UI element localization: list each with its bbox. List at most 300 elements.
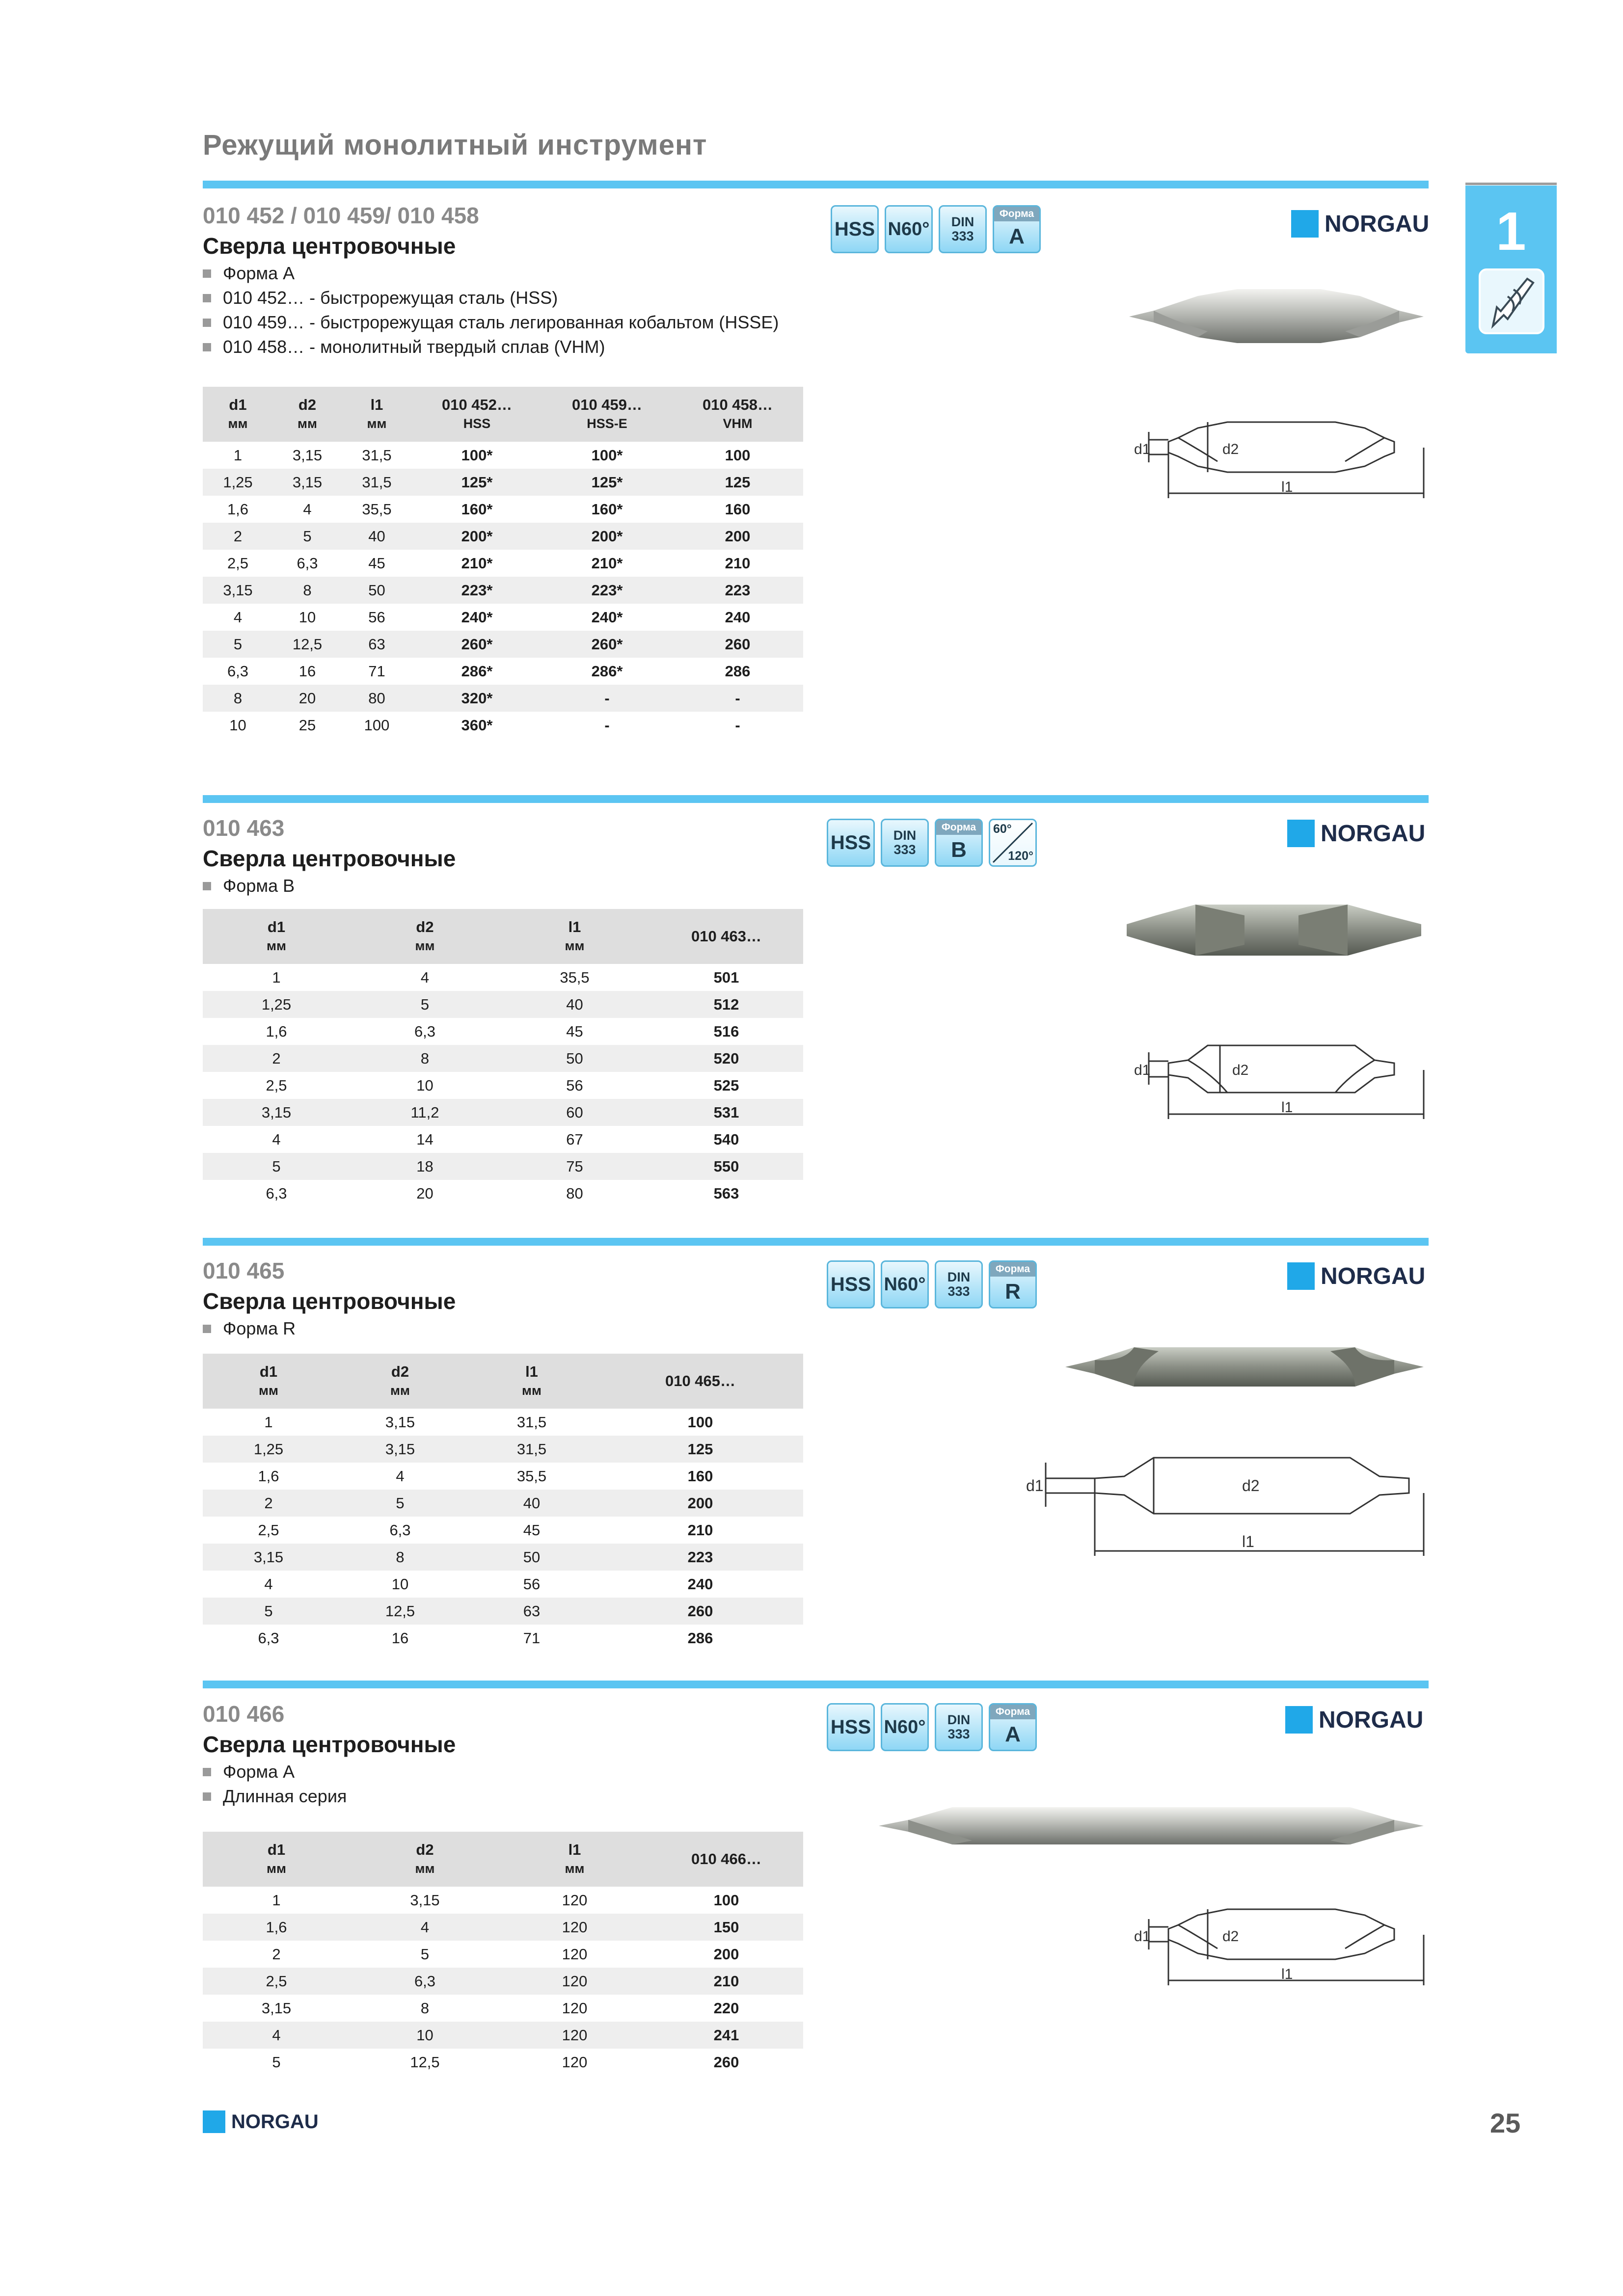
column-header: 010 459… HSS-E — [542, 387, 672, 442]
dimension-drawing — [1134, 1026, 1429, 1129]
section-code: 010 463 — [203, 815, 285, 841]
l1-label: l1 — [1281, 1099, 1293, 1116]
table-cell: 520 — [649, 1045, 803, 1072]
table-cell: 2 — [203, 1490, 334, 1517]
table-row — [203, 604, 803, 631]
table-cell: 5 — [420, 1945, 430, 1963]
table-cell: 100 — [687, 1413, 713, 1431]
table-cell: 501 — [713, 968, 739, 986]
table-cell: 6,3 — [227, 662, 249, 680]
column-header: 010 466… — [649, 1832, 803, 1887]
feature-item: 010 459… - быстрорежущая сталь легированная кобальтом (HSSE) — [203, 310, 779, 335]
feature-item: Форма А — [203, 1760, 347, 1784]
table-cell: 1 — [264, 1413, 273, 1431]
feature-list — [203, 874, 295, 898]
table-cell: 3,15 — [203, 1544, 334, 1571]
din-badge: DIN 333 — [881, 819, 929, 867]
table-header-row — [203, 1354, 803, 1409]
table-cell: 6,3 — [266, 1184, 287, 1202]
chapter-tab-divider — [1465, 183, 1557, 185]
table-cell: 40 — [342, 523, 412, 550]
feature-item: Форма А — [203, 261, 779, 286]
table-cell: 10 — [298, 608, 316, 626]
table-row — [203, 442, 803, 469]
table-cell: 210 — [687, 1521, 713, 1539]
table-row — [203, 523, 803, 550]
table-cell: 5 — [203, 1153, 350, 1180]
table-cell: 200* — [542, 523, 672, 550]
table-cell: - — [604, 716, 610, 734]
feature-item: Форма В — [203, 874, 295, 898]
table-cell: 8 — [203, 685, 273, 712]
table-row — [203, 496, 803, 523]
table-header-row — [203, 1832, 803, 1887]
table-cell: 35,5 — [516, 1467, 547, 1485]
table-cell: 10 — [391, 1575, 409, 1593]
table-row — [203, 1463, 803, 1490]
table-cell: 260* — [542, 631, 672, 658]
drill-photo — [1060, 1328, 1429, 1406]
table-cell: 3,15 — [334, 1436, 466, 1463]
brand-square-icon — [1287, 820, 1315, 847]
feature-list — [203, 261, 779, 359]
feature-list — [203, 1316, 296, 1341]
table-cell: 6,3 — [258, 1629, 279, 1647]
table-cell: 40 — [500, 991, 649, 1018]
table-cell: 200 — [672, 523, 803, 550]
spec-badges — [827, 819, 1037, 867]
table-cell: 20 — [273, 685, 342, 712]
table-cell: 210* — [461, 554, 493, 572]
table-row — [203, 685, 803, 712]
chapter-number: 1 — [1496, 201, 1526, 262]
table-cell: 11,2 — [350, 1099, 500, 1126]
forma-badge: Форма B — [935, 819, 983, 867]
table-cell: 120 — [562, 1999, 588, 2017]
table-cell: 120 — [562, 1945, 588, 1963]
table-cell: 4 — [264, 1575, 273, 1593]
table-cell: - — [672, 685, 803, 712]
table-cell: 1,25 — [203, 991, 350, 1018]
table-cell: 67 — [566, 1130, 583, 1148]
column-header: d2 мм — [350, 909, 500, 964]
table-row — [203, 1571, 803, 1598]
table-row — [203, 1126, 803, 1153]
din-badge: DIN 333 — [935, 1703, 983, 1751]
table-cell: - — [735, 716, 740, 734]
l1-label: l1 — [1281, 1966, 1293, 1982]
table-cell: 240 — [687, 1575, 713, 1593]
table-cell: 6,3 — [414, 1022, 436, 1040]
table-cell: 241 — [649, 2022, 803, 2049]
table-cell: 100* — [461, 446, 493, 464]
table-row — [203, 1544, 803, 1571]
feature-item: Длинная серия — [203, 1784, 347, 1809]
feature-item: 010 452… - быстрорежущая сталь (HSS) — [203, 286, 779, 310]
table-cell: 223 — [597, 1544, 803, 1571]
spec-table — [203, 1354, 803, 1652]
table-row — [203, 1409, 803, 1436]
table-cell: 160* — [461, 500, 493, 518]
table-cell: 40 — [466, 1490, 597, 1517]
table-row — [203, 1490, 803, 1517]
table-cell: 31,5 — [516, 1413, 547, 1431]
table-cell: 10 — [229, 716, 246, 734]
table-cell: 3,15 — [292, 446, 323, 464]
table-cell: 540 — [713, 1130, 739, 1148]
table-row — [203, 1180, 803, 1207]
column-header: d2 мм — [350, 1832, 500, 1887]
table-cell: 5 — [334, 1490, 466, 1517]
table-cell: 1 — [272, 968, 281, 986]
table-cell: 125 — [672, 469, 803, 496]
forma-badge: Форма A — [993, 205, 1041, 253]
l1-label: l1 — [1281, 479, 1293, 495]
d1-label: d1 — [1134, 1928, 1151, 1945]
table-cell: 71 — [368, 662, 385, 680]
table-cell: 3,15 — [203, 577, 273, 604]
table-cell: 4 — [350, 1914, 500, 1941]
page-number: 25 — [1490, 2108, 1521, 2138]
table-cell: 50 — [466, 1544, 597, 1571]
table-cell: 10 — [416, 1076, 433, 1094]
column-header: l1 мм — [500, 1832, 649, 1887]
table-cell: 35,5 — [560, 968, 590, 986]
d1-label: d1 — [1134, 1062, 1151, 1078]
section-title: Сверла центровочные — [203, 233, 456, 259]
table-cell: 160 — [725, 500, 751, 518]
table-cell: 25 — [298, 716, 316, 734]
feature-item: Форма R — [203, 1316, 296, 1341]
d2-label: d2 — [1242, 1477, 1260, 1495]
section-title: Сверла центровочные — [203, 1732, 456, 1757]
table-cell: 45 — [368, 554, 385, 572]
table-cell: 100* — [591, 446, 623, 464]
table-cell: 210 — [725, 554, 751, 572]
table-cell: 240 — [725, 608, 751, 626]
hss-badge: HSS — [827, 1703, 875, 1751]
column-header: l1 мм — [500, 909, 649, 964]
table-cell: 63 — [466, 1598, 597, 1625]
table-cell: 56 — [566, 1076, 583, 1094]
table-cell: 8 — [420, 1999, 430, 2017]
table-header-row — [203, 909, 803, 964]
table-cell: 1,6 — [258, 1467, 279, 1485]
hss-badge: HSS — [831, 205, 879, 253]
table-cell: 516 — [713, 1022, 739, 1040]
section-divider — [203, 1238, 1429, 1246]
spec-table — [203, 1832, 803, 2076]
table-row — [203, 1099, 803, 1126]
table-cell: 16 — [298, 662, 316, 680]
section-divider — [203, 1681, 1429, 1688]
spec-badges — [827, 1703, 1037, 1751]
table-cell: 45 — [566, 1022, 583, 1040]
footer-brand-logo: NORGAU — [203, 2110, 319, 2133]
table-cell: 2,5 — [258, 1521, 279, 1539]
table-cell: 63 — [342, 631, 412, 658]
table-cell: 1,25 — [203, 1436, 334, 1463]
table-cell: 200 — [597, 1490, 803, 1517]
table-cell: 100 — [364, 716, 390, 734]
brand-logo: NORGAU — [1287, 820, 1425, 847]
table-cell: 120 — [562, 2053, 588, 2071]
table-cell: 100 — [725, 446, 751, 464]
column-header: l1 мм — [342, 387, 412, 442]
table-cell: 260* — [412, 631, 542, 658]
d1-label: d1 — [1026, 1477, 1044, 1495]
column-header: 010 465… — [597, 1354, 803, 1409]
table-cell: 35,5 — [362, 500, 392, 518]
table-cell: 31,5 — [466, 1436, 597, 1463]
column-header: d1 мм — [203, 1354, 334, 1409]
table-cell: 120 — [500, 1968, 649, 1995]
table-cell: 31,5 — [342, 469, 412, 496]
table-cell: 2 — [203, 523, 273, 550]
table-cell: 20 — [416, 1184, 433, 1202]
table-cell: 100 — [713, 1891, 739, 1909]
table-cell: 50 — [342, 577, 412, 604]
brand-logo: NORGAU — [1291, 210, 1429, 238]
drill-photo — [1124, 267, 1429, 366]
table-cell: 563 — [713, 1184, 739, 1202]
table-row — [203, 964, 803, 991]
table-cell: 8 — [334, 1544, 466, 1571]
hss-badge: HSS — [827, 819, 875, 867]
table-cell: 8 — [273, 577, 342, 604]
section-code: 010 466 — [203, 1701, 285, 1727]
table-row — [203, 658, 803, 685]
hss-badge: HSS — [827, 1260, 875, 1308]
forma-badge: Форма R — [989, 1260, 1037, 1308]
table-cell: 4 — [233, 608, 243, 626]
section-title: Сверла центровочные — [203, 846, 456, 871]
page-title: Режущий монолитный инструмент — [203, 129, 707, 161]
table-row — [203, 1598, 803, 1625]
table-row — [203, 577, 803, 604]
n60-badge: N60° — [885, 205, 933, 253]
table-cell: 125 — [597, 1436, 803, 1463]
table-cell: 5 — [273, 523, 342, 550]
table-row — [203, 1941, 803, 1968]
n60-badge: N60° — [881, 1260, 929, 1308]
angle-badge: 60° 120° — [989, 819, 1037, 867]
table-row — [203, 550, 803, 577]
table-cell: 160* — [591, 500, 623, 518]
table-row — [203, 1018, 803, 1045]
n60-badge: N60° — [881, 1703, 929, 1751]
table-cell: 12,5 — [273, 631, 342, 658]
table-cell: 4 — [203, 2022, 350, 2049]
drill-photo — [874, 1791, 1429, 1860]
table-cell: 3,15 — [261, 1999, 292, 2017]
table-cell: 360* — [461, 716, 493, 734]
table-cell: - — [542, 685, 672, 712]
table-cell: 120 — [562, 1891, 588, 1909]
table-cell: 80 — [342, 685, 412, 712]
drill-photo — [1122, 886, 1429, 974]
table-row — [203, 1914, 803, 1941]
table-cell: 5 — [350, 991, 500, 1018]
table-cell: 5 — [203, 631, 273, 658]
table-row — [203, 1887, 803, 1914]
table-row — [203, 991, 803, 1018]
table-cell: 223* — [412, 577, 542, 604]
spec-badges — [827, 1260, 1037, 1308]
drill-icon — [1478, 268, 1545, 335]
table-cell: 5 — [203, 1598, 334, 1625]
d2-label: d2 — [1222, 1928, 1239, 1945]
table-row — [203, 1625, 803, 1652]
d1-label: d1 — [1134, 441, 1151, 457]
table-cell: 10 — [350, 2022, 500, 2049]
table-cell: 12,5 — [334, 1598, 466, 1625]
chapter-tab[interactable] — [1465, 186, 1557, 353]
table-row — [203, 1517, 803, 1544]
table-cell: 200 — [713, 1945, 739, 1963]
table-cell: 210 — [649, 1968, 803, 1995]
column-header: 010 452… HSS — [412, 387, 542, 442]
d2-label: d2 — [1222, 441, 1239, 457]
table-cell: 4 — [303, 500, 312, 518]
table-cell: 14 — [416, 1130, 433, 1148]
table-cell: 71 — [523, 1629, 541, 1647]
table-cell: 2,5 — [227, 554, 249, 572]
table-cell: 50 — [500, 1045, 649, 1072]
table-cell: 8 — [350, 1045, 500, 1072]
table-cell: 56 — [368, 608, 385, 626]
forma-badge: Форма A — [989, 1703, 1037, 1751]
l1-label: l1 — [1242, 1533, 1254, 1550]
table-row — [203, 1072, 803, 1099]
section-code: 010 452 / 010 459/ 010 458 — [203, 203, 479, 228]
table-cell: 2 — [203, 1045, 350, 1072]
column-header: d2 мм — [273, 387, 342, 442]
spec-table — [203, 387, 803, 739]
table-cell: 6,3 — [350, 1968, 500, 1995]
table-cell: 4 — [396, 1467, 405, 1485]
column-header: d1 мм — [203, 909, 350, 964]
table-row — [203, 1045, 803, 1072]
table-cell: 5 — [272, 2053, 281, 2071]
table-cell: 18 — [350, 1153, 500, 1180]
table-cell: 260 — [713, 2053, 739, 2071]
section-divider — [203, 795, 1429, 803]
table-cell: 3,15 — [203, 1099, 350, 1126]
table-cell: 60 — [500, 1099, 649, 1126]
table-cell: 320* — [412, 685, 542, 712]
table-row — [203, 1995, 803, 2022]
table-row — [203, 469, 803, 496]
table-cell: 56 — [523, 1575, 541, 1593]
table-cell: 260 — [597, 1598, 803, 1625]
spec-badges — [831, 205, 1041, 253]
table-cell: 1,25 — [203, 469, 273, 496]
table-cell: 75 — [500, 1153, 649, 1180]
dimension-drawing — [1134, 1895, 1429, 1993]
table-row — [203, 1436, 803, 1463]
column-header: l1 мм — [466, 1354, 597, 1409]
table-cell: 12,5 — [410, 2053, 440, 2071]
column-header: d1 мм — [203, 1832, 350, 1887]
table-cell: 6,3 — [297, 554, 318, 572]
table-cell: 512 — [649, 991, 803, 1018]
section-code: 010 465 — [203, 1258, 285, 1283]
table-cell: 120 — [500, 1914, 649, 1941]
table-cell: 550 — [649, 1153, 803, 1180]
table-cell: 31,5 — [362, 446, 392, 464]
table-row — [203, 2022, 803, 2049]
table-cell: 210* — [591, 554, 623, 572]
dimension-drawing — [1026, 1438, 1429, 1566]
table-cell: 240* — [461, 608, 493, 626]
din-badge: DIN 333 — [935, 1260, 983, 1308]
table-row — [203, 1153, 803, 1180]
brand-square-icon — [1287, 1262, 1315, 1290]
table-cell: 1,6 — [227, 500, 249, 518]
spec-table — [203, 909, 803, 1207]
table-cell: 200* — [412, 523, 542, 550]
section-title: Сверла центровочные — [203, 1288, 456, 1314]
table-cell: 525 — [713, 1076, 739, 1094]
table-cell: 4 — [272, 1130, 281, 1148]
table-cell: 3,15 — [273, 469, 342, 496]
table-cell: 160 — [687, 1467, 713, 1485]
table-cell: 220 — [713, 1999, 739, 2017]
table-cell: 1,6 — [266, 1022, 287, 1040]
table-cell: 286 — [687, 1629, 713, 1647]
table-row — [203, 1968, 803, 1995]
table-row — [203, 2049, 803, 2076]
table-cell: 260 — [672, 631, 803, 658]
table-row — [203, 712, 803, 739]
table-cell: 3,15 — [385, 1413, 415, 1431]
column-header: d1 мм — [203, 387, 273, 442]
table-cell: 16 — [391, 1629, 409, 1647]
table-cell: 120 — [500, 2022, 649, 2049]
table-cell: 286* — [461, 662, 493, 680]
table-cell: 286 — [725, 662, 751, 680]
table-cell: 223 — [672, 577, 803, 604]
table-cell: 1 — [272, 1891, 281, 1909]
d2-label: d2 — [1232, 1062, 1249, 1078]
dimension-drawing — [1134, 407, 1429, 506]
table-cell: 286* — [591, 662, 623, 680]
feature-item: 010 458… - монолитный твердый сплав (VHM) — [203, 335, 779, 359]
brand-square-icon — [1285, 1706, 1313, 1734]
table-cell: 150 — [649, 1914, 803, 1941]
table-cell: 240* — [591, 608, 623, 626]
brand-square-icon — [203, 2110, 225, 2133]
table-cell: 1,6 — [203, 1914, 350, 1941]
table-cell: 2,5 — [203, 1968, 350, 1995]
table-cell: 80 — [566, 1184, 583, 1202]
table-row — [203, 631, 803, 658]
din-badge: DIN 333 — [939, 205, 987, 253]
brand-square-icon — [1291, 210, 1319, 238]
section-divider — [203, 181, 1429, 188]
table-cell: 2,5 — [266, 1076, 287, 1094]
table-cell: 6,3 — [389, 1521, 411, 1539]
table-cell: 531 — [649, 1099, 803, 1126]
column-header: 010 463… — [649, 909, 803, 964]
feature-list — [203, 1760, 347, 1809]
table-cell: 223* — [542, 577, 672, 604]
table-cell: 2 — [272, 1945, 281, 1963]
table-cell: 4 — [420, 968, 430, 986]
table-cell: 45 — [523, 1521, 541, 1539]
brand-logo: NORGAU — [1287, 1262, 1425, 1290]
